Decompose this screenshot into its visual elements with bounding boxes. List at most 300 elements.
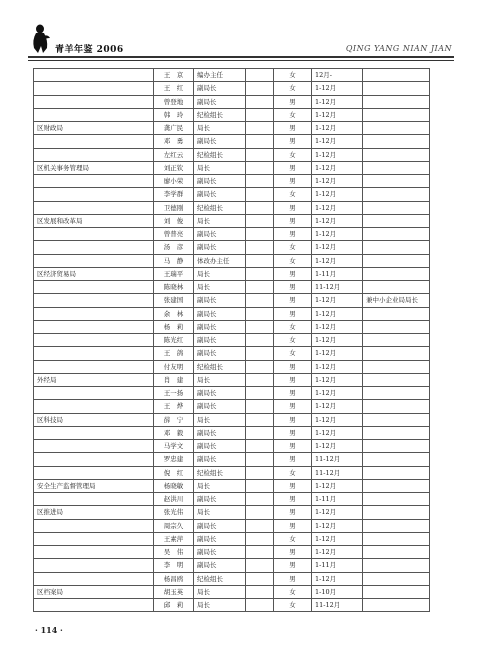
spacer-cell [246, 267, 274, 280]
note-cell [363, 532, 430, 545]
note-cell [363, 254, 430, 267]
term-cell: 1-12月 [312, 108, 363, 121]
officials-table-body [34, 69, 430, 612]
term-cell: 1-12月 [312, 413, 363, 426]
sex-cell: 女 [274, 188, 312, 201]
officials-table [33, 68, 430, 612]
table-row [34, 95, 430, 108]
name-cell: 李学群 [154, 188, 194, 201]
name-cell: 付友明 [154, 360, 194, 373]
sex-cell: 女 [274, 347, 312, 360]
header-rule-thin [28, 60, 454, 61]
sex-cell: 男 [274, 161, 312, 174]
position-cell: 副局长 [194, 307, 246, 320]
term-cell: 11-12月 [312, 599, 363, 612]
position-cell: 副局长 [194, 135, 246, 148]
name-cell: 王 烨 [154, 400, 194, 413]
name-cell: 刘正钦 [154, 161, 194, 174]
name-cell: 刘 俊 [154, 214, 194, 227]
unit-cell [34, 559, 154, 572]
table-row [34, 360, 430, 373]
table-row [34, 519, 430, 532]
note-cell [363, 453, 430, 466]
term-cell: 1-12月 [312, 214, 363, 227]
sex-cell: 男 [274, 413, 312, 426]
note-cell [363, 267, 430, 280]
logo-figure-icon [28, 24, 52, 54]
position-cell: 局长 [194, 413, 246, 426]
unit-cell [34, 572, 154, 585]
position-cell: 纪检组长 [194, 148, 246, 161]
name-cell: 邓 勇 [154, 135, 194, 148]
position-cell: 副局长 [194, 453, 246, 466]
position-cell: 副局长 [194, 426, 246, 439]
sex-cell: 男 [274, 493, 312, 506]
unit-cell [34, 108, 154, 121]
table-row [34, 599, 430, 612]
table-row [34, 532, 430, 545]
note-cell [363, 214, 430, 227]
unit-cell [34, 599, 154, 612]
spacer-cell [246, 360, 274, 373]
term-cell: 1-10月 [312, 585, 363, 598]
note-cell [363, 281, 430, 294]
name-cell: 杨昌鸥 [154, 572, 194, 585]
table-row [34, 400, 430, 413]
sex-cell: 男 [274, 135, 312, 148]
note-cell [363, 387, 430, 400]
spacer-cell [246, 334, 274, 347]
sex-cell: 女 [274, 585, 312, 598]
sex-cell: 女 [274, 108, 312, 121]
unit-cell: 区科技局 [34, 413, 154, 426]
name-cell: 王 鸽 [154, 347, 194, 360]
position-cell: 编办主任 [194, 69, 246, 82]
name-cell: 张建国 [154, 294, 194, 307]
table-row [34, 387, 430, 400]
unit-cell [34, 294, 154, 307]
note-cell: 兼中小企业局局长 [363, 294, 430, 307]
spacer-cell [246, 148, 274, 161]
unit-cell [34, 453, 154, 466]
sex-cell: 男 [274, 175, 312, 188]
table-row [34, 148, 430, 161]
position-cell: 纪检组长 [194, 360, 246, 373]
term-cell: 1-12月 [312, 122, 363, 135]
name-cell: 韩 玲 [154, 108, 194, 121]
note-cell [363, 519, 430, 532]
name-cell: 杨晓敏 [154, 479, 194, 492]
note-cell [363, 426, 430, 439]
spacer-cell [246, 572, 274, 585]
table-row [34, 108, 430, 121]
spacer-cell [246, 400, 274, 413]
table-row [34, 254, 430, 267]
table-row [34, 559, 430, 572]
name-cell: 陈光红 [154, 334, 194, 347]
term-cell: 1-12月 [312, 307, 363, 320]
note-cell [363, 108, 430, 121]
spacer-cell [246, 201, 274, 214]
unit-cell [34, 82, 154, 95]
table-row [34, 506, 430, 519]
name-cell: 王瑞平 [154, 267, 194, 280]
spacer-cell [246, 440, 274, 453]
sex-cell: 男 [274, 373, 312, 386]
name-cell: 薛 宁 [154, 413, 194, 426]
term-cell: 1-12月 [312, 294, 363, 307]
name-cell: 马 静 [154, 254, 194, 267]
note-cell [363, 175, 430, 188]
table-row [34, 413, 430, 426]
spacer-cell [246, 69, 274, 82]
table-row [34, 493, 430, 506]
spacer-cell [246, 506, 274, 519]
name-cell: 罗忠建 [154, 453, 194, 466]
term-cell: 1-12月 [312, 400, 363, 413]
unit-cell: 外经局 [34, 373, 154, 386]
spacer-cell [246, 95, 274, 108]
position-cell: 局长 [194, 214, 246, 227]
term-cell: 1-12月 [312, 506, 363, 519]
term-cell: 12月- [312, 69, 363, 82]
spacer-cell [246, 479, 274, 492]
position-cell: 副局长 [194, 82, 246, 95]
term-cell: 1-12月 [312, 440, 363, 453]
sex-cell: 女 [274, 69, 312, 82]
name-cell: 胡玉英 [154, 585, 194, 598]
position-cell: 副局长 [194, 546, 246, 559]
term-cell: 11-12月 [312, 466, 363, 479]
table-row [34, 585, 430, 598]
term-cell: 1-12月 [312, 546, 363, 559]
position-cell: 局长 [194, 506, 246, 519]
sex-cell: 男 [274, 95, 312, 108]
position-cell: 副局长 [194, 95, 246, 108]
sex-cell: 男 [274, 426, 312, 439]
position-cell: 局长 [194, 599, 246, 612]
position-cell: 副局长 [194, 228, 246, 241]
name-cell: 杨 莉 [154, 320, 194, 333]
term-cell: 1-12月 [312, 320, 363, 333]
sex-cell: 女 [274, 599, 312, 612]
table-row [34, 135, 430, 148]
position-cell: 纪检组长 [194, 572, 246, 585]
name-cell: 王 红 [154, 82, 194, 95]
term-cell: 1-12月 [312, 532, 363, 545]
table-row [34, 241, 430, 254]
unit-cell [34, 360, 154, 373]
name-cell: 曾普亮 [154, 228, 194, 241]
unit-cell: 区推进局 [34, 506, 154, 519]
sex-cell: 女 [274, 466, 312, 479]
note-cell [363, 400, 430, 413]
table-row [34, 201, 430, 214]
position-cell: 纪检组长 [194, 201, 246, 214]
position-cell: 副局长 [194, 440, 246, 453]
name-cell: 赵洪川 [154, 493, 194, 506]
name-cell: 周宗久 [154, 519, 194, 532]
sex-cell: 男 [274, 307, 312, 320]
note-cell [363, 585, 430, 598]
spacer-cell [246, 387, 274, 400]
yearbook-brand: 青羊年鉴 2006 [55, 45, 124, 55]
position-cell: 副局长 [194, 175, 246, 188]
position-cell: 体改办主任 [194, 254, 246, 267]
name-cell: 廖小荣 [154, 175, 194, 188]
position-cell: 副局长 [194, 347, 246, 360]
table-row [34, 466, 430, 479]
term-cell: 1-12月 [312, 254, 363, 267]
term-cell: 1-12月 [312, 360, 363, 373]
unit-cell [34, 254, 154, 267]
spacer-cell [246, 214, 274, 227]
sex-cell: 女 [274, 320, 312, 333]
term-cell: 1-12月 [312, 241, 363, 254]
unit-cell: 区机关事务管理局 [34, 161, 154, 174]
sex-cell: 男 [274, 122, 312, 135]
name-cell: 王素萍 [154, 532, 194, 545]
sex-cell: 女 [274, 241, 312, 254]
unit-cell: 区档案局 [34, 585, 154, 598]
name-cell: 余 林 [154, 307, 194, 320]
spacer-cell [246, 466, 274, 479]
term-cell: 1-12月 [312, 387, 363, 400]
spacer-cell [246, 175, 274, 188]
spacer-cell [246, 241, 274, 254]
unit-cell [34, 519, 154, 532]
note-cell [363, 148, 430, 161]
sex-cell: 女 [274, 334, 312, 347]
term-cell: 1-12月 [312, 228, 363, 241]
name-cell: 陈晓林 [154, 281, 194, 294]
term-cell: 1-12月 [312, 479, 363, 492]
unit-cell: 安全生产监督管理局 [34, 479, 154, 492]
table-row [34, 453, 430, 466]
sex-cell: 男 [274, 294, 312, 307]
note-cell [363, 572, 430, 585]
sex-cell: 男 [274, 267, 312, 280]
sex-cell: 男 [274, 228, 312, 241]
spacer-cell [246, 585, 274, 598]
unit-cell [34, 466, 154, 479]
unit-cell [34, 69, 154, 82]
position-cell: 副局长 [194, 493, 246, 506]
term-cell: 1-12月 [312, 148, 363, 161]
spacer-cell [246, 294, 274, 307]
unit-cell [34, 387, 154, 400]
sex-cell: 女 [274, 82, 312, 95]
note-cell [363, 307, 430, 320]
table-row [34, 347, 430, 360]
name-cell: 肖 建 [154, 373, 194, 386]
term-cell: 1-11月 [312, 267, 363, 280]
table-row [34, 546, 430, 559]
table-row [34, 188, 430, 201]
name-cell: 倪 红 [154, 466, 194, 479]
term-cell: 1-11月 [312, 559, 363, 572]
spacer-cell [246, 161, 274, 174]
spacer-cell [246, 320, 274, 333]
spacer-cell [246, 532, 274, 545]
sex-cell: 男 [274, 214, 312, 227]
sex-cell: 男 [274, 572, 312, 585]
name-cell: 曾登地 [154, 95, 194, 108]
sex-cell: 男 [274, 440, 312, 453]
unit-cell [34, 546, 154, 559]
position-cell: 副局长 [194, 532, 246, 545]
table-row [34, 572, 430, 585]
name-cell: 邓 毅 [154, 426, 194, 439]
spacer-cell [246, 135, 274, 148]
sex-cell: 男 [274, 201, 312, 214]
term-cell: 1-12月 [312, 201, 363, 214]
table-row [34, 426, 430, 439]
term-cell: 1-12月 [312, 135, 363, 148]
name-cell: 王 京 [154, 69, 194, 82]
unit-cell [34, 493, 154, 506]
sex-cell: 女 [274, 532, 312, 545]
spacer-cell [246, 82, 274, 95]
yearbook-pinyin: QING YANG NIAN JIAN [345, 44, 452, 53]
spacer-cell [246, 453, 274, 466]
spacer-cell [246, 426, 274, 439]
term-cell: 1-12月 [312, 82, 363, 95]
table-row [34, 307, 430, 320]
note-cell [363, 559, 430, 572]
note-cell [363, 479, 430, 492]
note-cell [363, 599, 430, 612]
table-row [34, 175, 430, 188]
note-cell [363, 69, 430, 82]
sex-cell: 男 [274, 400, 312, 413]
position-cell: 副局长 [194, 559, 246, 572]
sex-cell: 男 [274, 559, 312, 572]
unit-cell [34, 188, 154, 201]
table-row [34, 281, 430, 294]
sex-cell: 男 [274, 519, 312, 532]
unit-cell [34, 148, 154, 161]
position-cell: 局长 [194, 267, 246, 280]
unit-cell [34, 320, 154, 333]
table-row [34, 479, 430, 492]
position-cell: 副局长 [194, 334, 246, 347]
note-cell [363, 546, 430, 559]
note-cell [363, 360, 430, 373]
term-cell: 1-12月 [312, 188, 363, 201]
note-cell [363, 161, 430, 174]
position-cell: 副局长 [194, 320, 246, 333]
unit-cell: 区财政局 [34, 122, 154, 135]
position-cell: 副局长 [194, 387, 246, 400]
note-cell [363, 347, 430, 360]
unit-cell [34, 241, 154, 254]
unit-cell: 区发展和改革局 [34, 214, 154, 227]
position-cell: 局长 [194, 281, 246, 294]
spacer-cell [246, 493, 274, 506]
spacer-cell [246, 122, 274, 135]
note-cell [363, 413, 430, 426]
table-row [34, 214, 430, 227]
spacer-cell [246, 559, 274, 572]
position-cell: 局长 [194, 122, 246, 135]
unit-cell: 区经济贸易局 [34, 267, 154, 280]
position-cell: 副局长 [194, 519, 246, 532]
note-cell [363, 506, 430, 519]
position-cell: 副局长 [194, 188, 246, 201]
term-cell: 11-12月 [312, 281, 363, 294]
unit-cell [34, 532, 154, 545]
note-cell [363, 201, 430, 214]
position-cell: 局长 [194, 585, 246, 598]
sex-cell: 男 [274, 479, 312, 492]
position-cell: 局长 [194, 479, 246, 492]
spacer-cell [246, 519, 274, 532]
table-row [34, 228, 430, 241]
position-cell: 副局长 [194, 241, 246, 254]
sex-cell: 男 [274, 506, 312, 519]
unit-cell [34, 135, 154, 148]
term-cell: 1-12月 [312, 175, 363, 188]
term-cell: 1-12月 [312, 373, 363, 386]
unit-cell [34, 281, 154, 294]
spacer-cell [246, 307, 274, 320]
spacer-cell [246, 228, 274, 241]
spacer-cell [246, 599, 274, 612]
sex-cell: 男 [274, 387, 312, 400]
table-row [34, 320, 430, 333]
note-cell [363, 122, 430, 135]
term-cell: 11-12月 [312, 453, 363, 466]
table-row [34, 440, 430, 453]
table-row [34, 267, 430, 280]
table-row [34, 82, 430, 95]
term-cell: 1-12月 [312, 572, 363, 585]
spacer-cell [246, 281, 274, 294]
sex-cell: 男 [274, 546, 312, 559]
position-cell: 局长 [194, 373, 246, 386]
note-cell [363, 373, 430, 386]
table-row [34, 373, 430, 386]
unit-cell [34, 175, 154, 188]
note-cell [363, 188, 430, 201]
position-cell: 副局长 [194, 400, 246, 413]
note-cell [363, 95, 430, 108]
page-header [28, 22, 454, 56]
sex-cell: 女 [274, 254, 312, 267]
spacer-cell [246, 108, 274, 121]
note-cell [363, 440, 430, 453]
table-row [34, 161, 430, 174]
spacer-cell [246, 373, 274, 386]
term-cell: 1-12月 [312, 519, 363, 532]
unit-cell [34, 95, 154, 108]
page-number: · 114 · [35, 625, 63, 635]
note-cell [363, 135, 430, 148]
note-cell [363, 82, 430, 95]
spacer-cell [246, 413, 274, 426]
note-cell [363, 334, 430, 347]
term-cell: 1-12月 [312, 347, 363, 360]
header-rule-thick [28, 56, 454, 58]
name-cell: 龚广民 [154, 122, 194, 135]
position-cell: 纪检组长 [194, 108, 246, 121]
note-cell [363, 466, 430, 479]
name-cell: 吴 伟 [154, 546, 194, 559]
note-cell [363, 241, 430, 254]
term-cell: 1-12月 [312, 426, 363, 439]
name-cell: 马学文 [154, 440, 194, 453]
